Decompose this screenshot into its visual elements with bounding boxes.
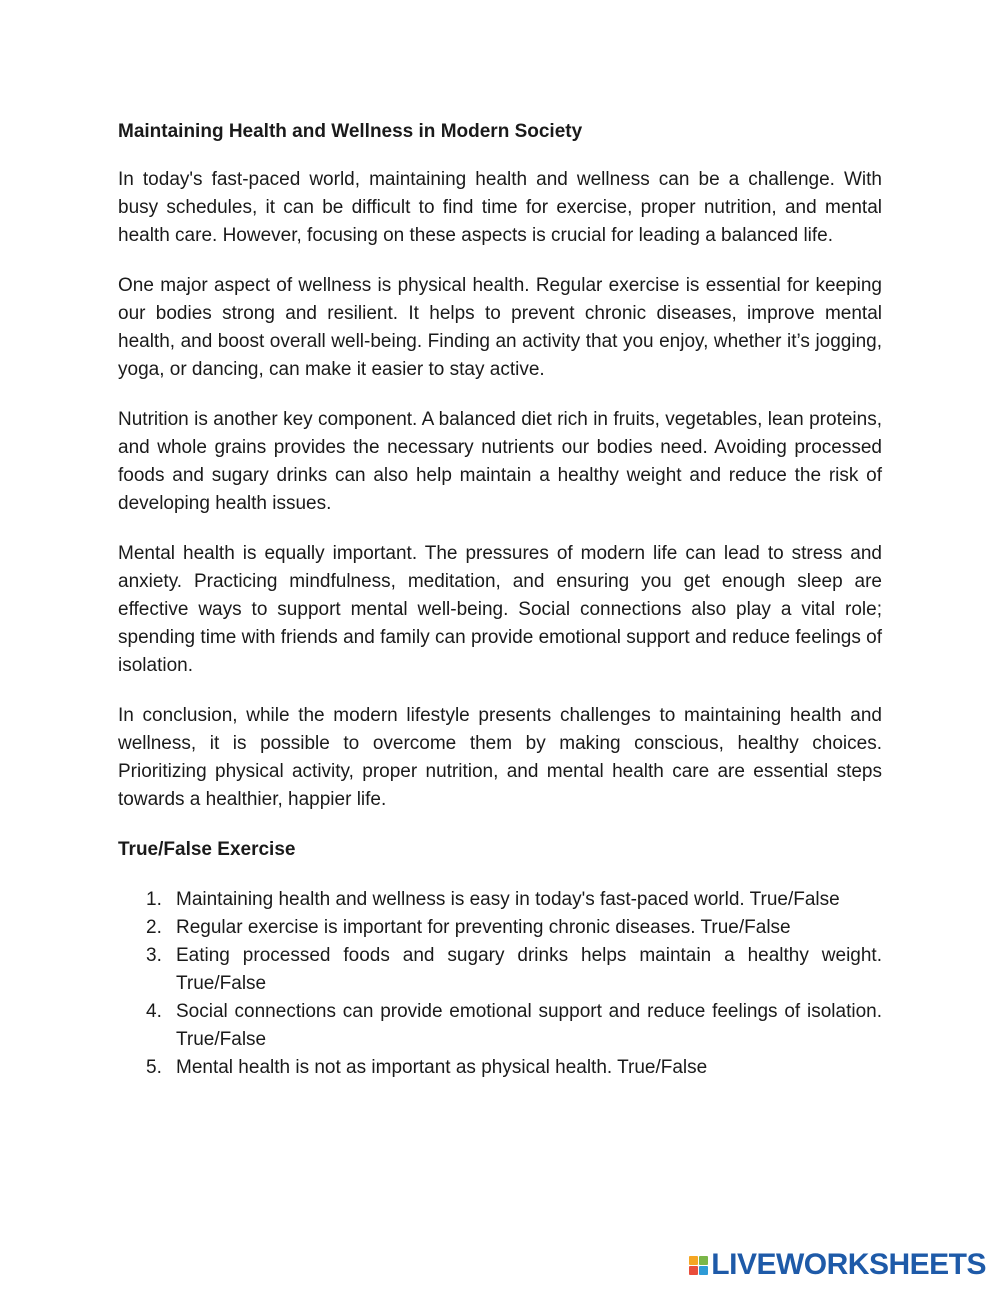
question-item bbox=[118, 998, 882, 1054]
question-list bbox=[118, 886, 882, 1082]
question-item bbox=[118, 886, 882, 914]
question-item bbox=[118, 942, 882, 998]
paragraph-conclusion: In conclusion, while the modern lifestyle presents challenges to maintaining health and wellness, it is possible to overcome them by making conscious, healthy choices. Prioritizing physical activity, proper nutrition, and mental health care are essential steps towards a healthier, happier life. bbox=[118, 705, 882, 810]
question-number: 2. bbox=[146, 917, 162, 938]
document-title: Maintaining Health and Wellness in Modern Society bbox=[118, 121, 583, 142]
paragraph-intro: In today's fast-paced world, maintaining health and wellness can be a challenge. With busy schedules, it can be difficult to find time for exercise, proper nutrition, and mental health care. However, focusing on these aspects is crucial for leading a balanced life. bbox=[118, 169, 882, 246]
paragraph-physical-health: One major aspect of wellness is physical health. Regular exercise is essential for keeping our bodies strong and resilient. It helps to prevent chronic diseases, improve mental health, and boost overall well-being. Finding an activity that you enjoy, whether it’s jogging, yoga, or dancing, can make it easier to stay active. bbox=[118, 275, 882, 380]
logo-block bbox=[689, 1256, 698, 1265]
question-item bbox=[118, 914, 882, 942]
logo-block bbox=[699, 1266, 708, 1275]
question-text: Social connections can provide emotional support and reduce feelings of isolation. True/False bbox=[176, 1001, 882, 1050]
paragraph-nutrition: Nutrition is another key component. A balanced diet rich in fruits, vegetables, lean proteins, and whole grains provides the necessary nutrients our bodies need. Avoiding processed foods and sugary drinks can also help maintain a healthy weight and reduce the risk of developing health issues. bbox=[118, 409, 882, 514]
question-text: Regular exercise is important for preventing chronic diseases. True/False bbox=[176, 917, 791, 938]
question-number: 4. bbox=[146, 1001, 162, 1022]
question-number: 5. bbox=[146, 1057, 162, 1078]
logo-text: LIVEWORKSHEETS bbox=[711, 1248, 986, 1281]
logo-block bbox=[699, 1256, 708, 1265]
exercise-title: True/False Exercise bbox=[118, 839, 296, 860]
question-number: 1. bbox=[146, 889, 162, 910]
question-item bbox=[118, 1054, 882, 1082]
question-text: Maintaining health and wellness is easy in today's fast-paced world. True/False bbox=[176, 889, 840, 910]
liveworksheets-logo bbox=[689, 1250, 986, 1280]
logo-block bbox=[689, 1266, 698, 1275]
question-text: Mental health is not as important as physical health. True/False bbox=[176, 1057, 708, 1078]
question-text: Eating processed foods and sugary drinks helps maintain a healthy weight. True/False bbox=[176, 945, 882, 994]
worksheet-page bbox=[118, 118, 882, 1082]
question-number: 3. bbox=[146, 945, 162, 966]
logo-blocks-icon bbox=[689, 1256, 708, 1275]
paragraph-mental-health: Mental health is equally important. The pressures of modern life can lead to stress and anxiety. Practicing mindfulness, meditation, and ensuring you get enough sleep are effective ways to support mental well-being. Social connections also play a vital role; spending time with friends and family can provide emotional support and reduce feelings of isolation. bbox=[118, 543, 882, 676]
